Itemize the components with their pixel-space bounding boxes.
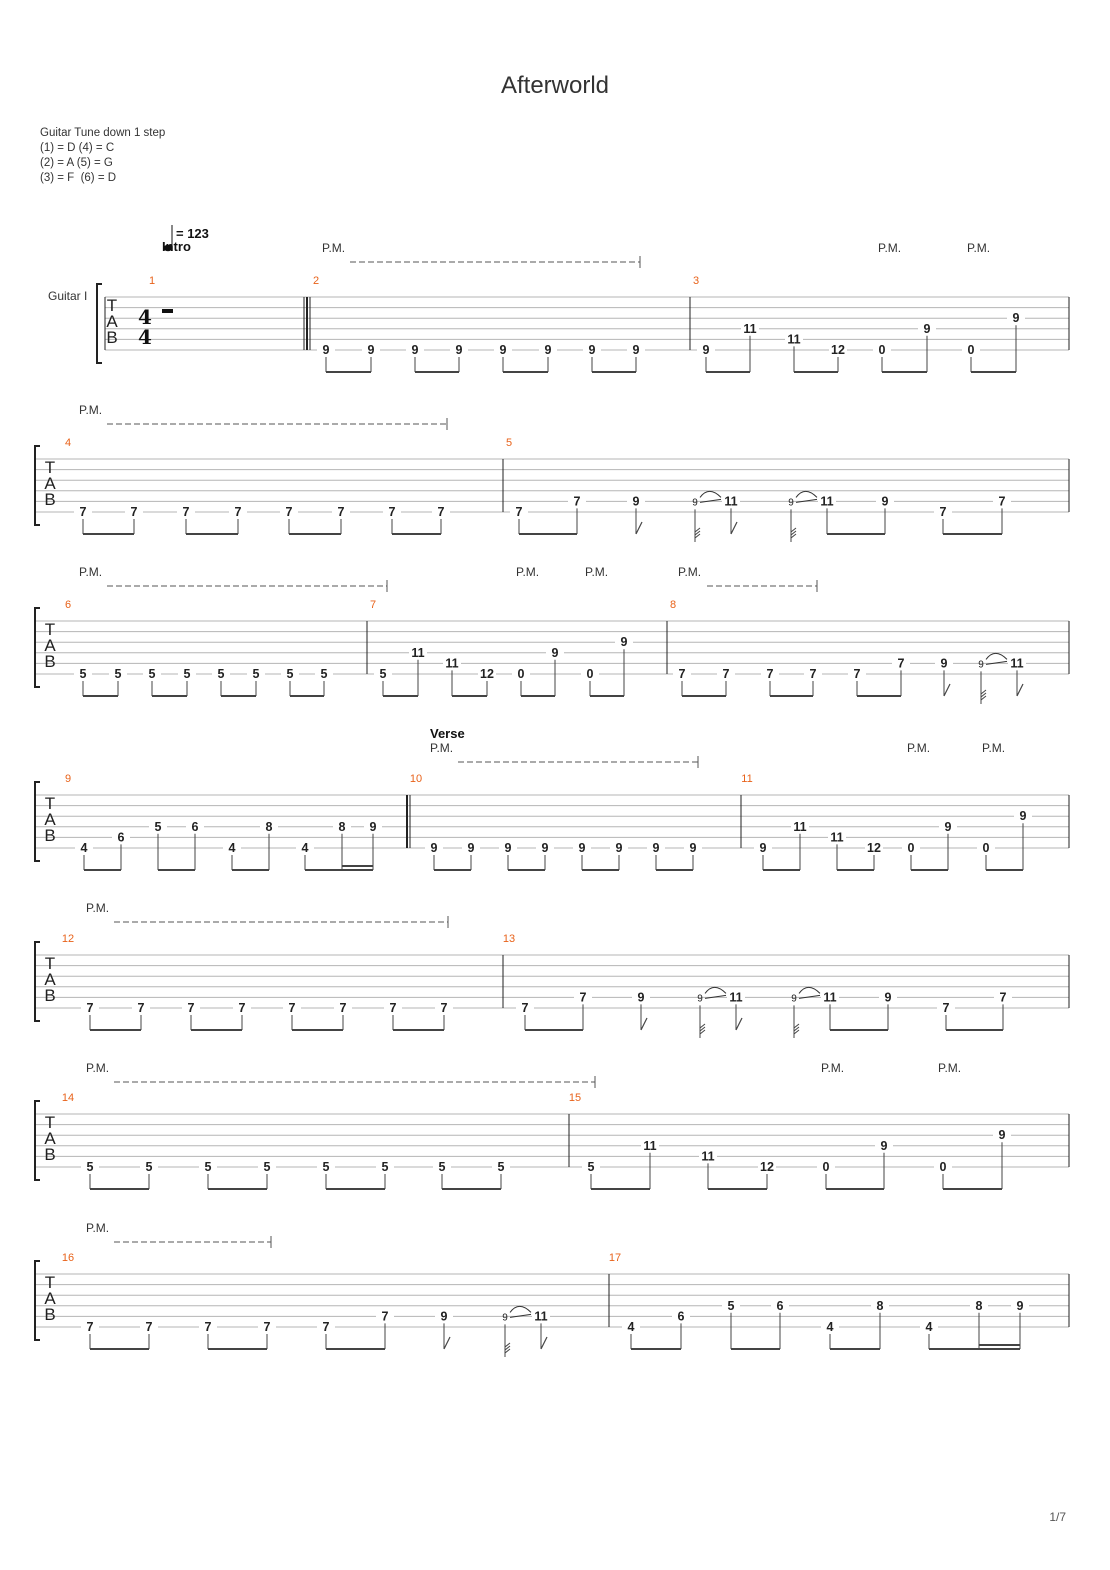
fret-number: 9 <box>1019 809 1027 824</box>
fret-number: 7 <box>337 505 345 519</box>
fret-number: 0 <box>586 667 594 681</box>
fret-number: 5 <box>438 1160 446 1174</box>
fret-number: 5 <box>217 667 225 681</box>
fret-number: 11 <box>743 321 757 336</box>
fret-number: 7 <box>521 1001 529 1015</box>
fret-number: 9 <box>652 841 660 855</box>
fret-number: 5 <box>154 819 162 834</box>
palm-mute-label: P.M. <box>821 1061 845 1075</box>
palm-mute-label: P.M. <box>878 241 902 255</box>
eighth-flag <box>444 1337 450 1349</box>
palm-mute-label: P.M. <box>982 741 1006 755</box>
fret-number: 0 <box>967 343 975 357</box>
fret-number: 7 <box>322 1320 330 1334</box>
palm-mute-label: P.M. <box>430 741 454 755</box>
grace-fret-number: 9 <box>791 993 797 1005</box>
grace-fret-number: 9 <box>502 1312 508 1324</box>
tab-clef-letter: T <box>44 620 56 639</box>
instrument-name: Guitar I <box>48 289 88 303</box>
measure-number: 9 <box>64 773 72 785</box>
tab-clef-letter: B <box>44 1145 56 1164</box>
time-signature-bottom: 4 <box>138 325 152 349</box>
palm-mute-label: P.M. <box>86 1221 110 1235</box>
fret-number: 9 <box>632 494 640 509</box>
fret-number: 5 <box>286 667 294 681</box>
fret-number: 9 <box>322 343 330 357</box>
slur <box>799 987 820 993</box>
fret-number: 9 <box>1016 1298 1024 1313</box>
system-bracket <box>35 1101 40 1180</box>
fret-number: 9 <box>923 321 931 336</box>
fret-number: 9 <box>440 1309 448 1324</box>
fret-number: 4 <box>228 841 236 855</box>
tab-clef-letter: T <box>44 1113 56 1132</box>
fret-number: 9 <box>369 819 377 834</box>
section-label-intro: Intro <box>162 239 191 254</box>
fret-number: 12 <box>480 667 494 681</box>
fret-number: 7 <box>238 1001 246 1015</box>
fret-number: 7 <box>999 990 1007 1005</box>
fret-number: 9 <box>411 343 419 357</box>
fret-number: 9 <box>551 645 559 660</box>
fret-number: 11 <box>534 1309 548 1324</box>
time-signature-top: 4 <box>138 305 152 329</box>
fret-number: 11 <box>729 990 743 1005</box>
fret-number: 7 <box>285 505 293 519</box>
grace-fret-number: 9 <box>788 497 794 509</box>
eighth-flag <box>641 1018 647 1030</box>
fret-number: 5 <box>727 1298 735 1313</box>
tab-clef-letter: A <box>106 312 118 331</box>
palm-mute-label: P.M. <box>938 1061 962 1075</box>
fret-number: 7 <box>389 1001 397 1015</box>
fret-number: 9 <box>541 841 549 855</box>
fret-number: 9 <box>1012 311 1020 326</box>
fret-number: 7 <box>204 1320 212 1334</box>
fret-number: 6 <box>191 819 199 834</box>
tab-clef-letter: B <box>106 328 118 347</box>
fret-number: 5 <box>86 1160 94 1174</box>
fret-number: 9 <box>544 343 552 357</box>
eighth-flag <box>636 522 642 534</box>
slur <box>705 987 726 993</box>
fret-number: 0 <box>822 1160 830 1174</box>
fret-number: 9 <box>944 819 952 834</box>
tab-clef-letter: A <box>44 970 56 989</box>
fret-number: 0 <box>907 841 915 855</box>
palm-mute-label: P.M. <box>516 565 540 579</box>
fret-number: 7 <box>79 505 87 519</box>
measure-number: 7 <box>369 599 377 611</box>
fret-number: 7 <box>339 1001 347 1015</box>
half-rest <box>162 309 173 313</box>
fret-number: 11 <box>701 1149 715 1164</box>
fret-number: 9 <box>702 343 710 357</box>
palm-mute-label: P.M. <box>322 241 346 255</box>
fret-number: 5 <box>381 1160 389 1174</box>
fret-number: 7 <box>187 1001 195 1015</box>
measure-number: 1 <box>148 275 156 287</box>
tab-clef-letter: A <box>44 810 56 829</box>
fret-number: 11 <box>445 656 459 671</box>
fret-number: 9 <box>884 990 892 1005</box>
grace-fret-number: 9 <box>697 993 703 1005</box>
fret-number: 9 <box>637 990 645 1005</box>
fret-number: 7 <box>579 990 587 1005</box>
measure-number: 2 <box>312 275 320 287</box>
eighth-flag <box>1017 684 1023 696</box>
fret-number: 7 <box>234 505 242 519</box>
eighth-flag <box>736 1018 742 1030</box>
fret-number: 9 <box>467 841 475 855</box>
tab-clef-letter: A <box>44 474 56 493</box>
fret-number: 5 <box>587 1160 595 1174</box>
measure-number: 17 <box>608 1252 622 1264</box>
palm-mute-label: P.M. <box>967 241 991 255</box>
fret-number: 7 <box>182 505 190 519</box>
measure-number: 4 <box>64 437 72 449</box>
fret-number: 9 <box>499 343 507 357</box>
fret-number: 9 <box>632 343 640 357</box>
fret-number: 0 <box>517 667 525 681</box>
fret-number: 9 <box>615 841 623 855</box>
fret-number: 4 <box>80 841 88 855</box>
palm-mute-label: P.M. <box>907 741 931 755</box>
tab-clef-letter: T <box>106 296 118 315</box>
eighth-flag <box>731 522 737 534</box>
palm-mute-label: P.M. <box>86 901 110 915</box>
fret-number: 12 <box>760 1160 774 1174</box>
system-bracket <box>35 446 40 525</box>
tuning-line: Guitar Tune down 1 step <box>40 127 166 139</box>
fret-number: 5 <box>497 1160 505 1174</box>
fret-number: 6 <box>117 830 125 845</box>
measure-number: 13 <box>502 933 516 945</box>
fret-number: 7 <box>809 667 817 681</box>
measure-number: 6 <box>64 599 72 611</box>
fret-number: 11 <box>793 819 807 834</box>
system-bracket <box>35 942 40 1021</box>
fret-number: 7 <box>939 505 947 519</box>
fret-number: 7 <box>437 505 445 519</box>
fret-number: 9 <box>367 343 375 357</box>
fret-number: 7 <box>998 494 1006 509</box>
system-bracket <box>35 782 40 861</box>
tab-clef-letter: T <box>44 794 56 813</box>
tab-clef-letter: A <box>44 636 56 655</box>
fret-number: 7 <box>678 667 686 681</box>
fret-number: 7 <box>722 667 730 681</box>
fret-number: 11 <box>724 494 738 509</box>
page-number: 1/7 <box>1049 1510 1066 1524</box>
palm-mute-label: P.M. <box>86 1061 110 1075</box>
fret-number: 6 <box>776 1298 784 1313</box>
palm-mute-label: P.M. <box>678 565 702 579</box>
measure-number: 3 <box>692 275 700 287</box>
fret-number: 7 <box>288 1001 296 1015</box>
slur <box>986 653 1007 659</box>
fret-number: 11 <box>820 494 834 509</box>
measure-number: 10 <box>409 773 423 785</box>
fret-number: 7 <box>440 1001 448 1015</box>
measure-number: 8 <box>669 599 677 611</box>
fret-number: 7 <box>388 505 396 519</box>
palm-mute-label: P.M. <box>585 565 609 579</box>
tuning-line: (2) = A (5) = G <box>40 157 113 169</box>
fret-number: 0 <box>982 841 990 855</box>
eighth-flag <box>541 1337 547 1349</box>
fret-number: 9 <box>940 656 948 671</box>
measure-number: 15 <box>568 1092 582 1104</box>
song-title: Afterworld <box>500 72 610 99</box>
tempo-marking: = 123 <box>176 226 209 241</box>
measure-number: 11 <box>741 773 753 785</box>
fret-number: 0 <box>939 1160 947 1174</box>
measure-number: 12 <box>61 933 75 945</box>
fret-number: 5 <box>148 667 156 681</box>
fret-number: 5 <box>322 1160 330 1174</box>
fret-number: 8 <box>876 1298 884 1313</box>
fret-number: 4 <box>826 1320 834 1334</box>
fret-number: 5 <box>183 667 191 681</box>
tab-clef-letter: B <box>44 1305 56 1324</box>
grace-fret-number: 9 <box>978 659 984 671</box>
tab-clef-letter: B <box>44 986 56 1005</box>
fret-number: 5 <box>114 667 122 681</box>
fret-number: 11 <box>643 1138 657 1153</box>
tuning-line: (1) = D (4) = C <box>40 142 115 154</box>
fret-number: 11 <box>787 332 801 347</box>
fret-number: 9 <box>455 343 463 357</box>
tab-clef-letter: T <box>44 1273 56 1292</box>
grace-fret-number: 9 <box>692 497 698 509</box>
system-bracket <box>97 284 102 363</box>
fret-number: 8 <box>975 1298 983 1313</box>
fret-number: 11 <box>1010 656 1024 671</box>
section-label-verse: Verse <box>430 726 465 741</box>
fret-number: 9 <box>759 841 767 855</box>
fret-number: 7 <box>853 667 861 681</box>
slur <box>510 1306 531 1312</box>
tab-clef-letter: T <box>44 954 56 973</box>
fret-number: 12 <box>867 841 881 855</box>
fret-number: 4 <box>301 841 309 855</box>
fret-number: 0 <box>878 343 886 357</box>
tuning-line: (3) = F (6) = D <box>40 172 117 184</box>
tab-clef-letter: T <box>44 458 56 477</box>
fret-number: 9 <box>689 841 697 855</box>
slur <box>700 491 721 497</box>
fret-number: 7 <box>145 1320 153 1334</box>
tab-clef-letter: A <box>44 1129 56 1148</box>
fret-number: 8 <box>338 819 346 834</box>
fret-number: 7 <box>381 1309 389 1324</box>
fret-number: 9 <box>588 343 596 357</box>
fret-number: 5 <box>320 667 328 681</box>
system-bracket <box>35 608 40 687</box>
fret-number: 7 <box>942 1001 950 1015</box>
fret-number: 7 <box>86 1320 94 1334</box>
fret-number: 11 <box>830 830 844 845</box>
fret-number: 6 <box>677 1309 685 1324</box>
fret-number: 5 <box>145 1160 153 1174</box>
fret-number: 9 <box>430 841 438 855</box>
fret-number: 5 <box>263 1160 271 1174</box>
palm-mute-label: P.M. <box>79 403 103 417</box>
fret-number: 4 <box>925 1320 933 1334</box>
fret-number: 5 <box>379 667 387 681</box>
palm-mute-label: P.M. <box>79 565 103 579</box>
fret-number: 9 <box>881 494 889 509</box>
fret-number: 9 <box>578 841 586 855</box>
fret-number: 9 <box>620 635 628 650</box>
fret-number: 7 <box>137 1001 145 1015</box>
fret-number: 7 <box>86 1001 94 1015</box>
fret-number: 5 <box>252 667 260 681</box>
measure-number: 16 <box>61 1252 75 1264</box>
fret-number: 11 <box>823 990 837 1005</box>
fret-number: 7 <box>130 505 138 519</box>
fret-number: 4 <box>627 1320 635 1334</box>
slur <box>796 491 817 497</box>
fret-number: 5 <box>79 667 87 681</box>
fret-number: 7 <box>515 505 523 519</box>
eighth-flag <box>944 684 950 696</box>
measure-number: 5 <box>505 437 513 449</box>
fret-number: 7 <box>573 494 581 509</box>
fret-number: 9 <box>880 1138 888 1153</box>
fret-number: 7 <box>766 667 774 681</box>
fret-number: 11 <box>411 645 425 660</box>
tab-clef-letter: B <box>44 490 56 509</box>
fret-number: 5 <box>204 1160 212 1174</box>
fret-number: 7 <box>263 1320 271 1334</box>
fret-number: 9 <box>504 841 512 855</box>
fret-number: 8 <box>265 819 273 834</box>
fret-number: 7 <box>897 656 905 671</box>
fret-number: 9 <box>998 1128 1006 1143</box>
fret-number: 12 <box>831 343 845 357</box>
tab-clef-letter: B <box>44 652 56 671</box>
system-bracket <box>35 1261 40 1340</box>
tab-clef-letter: B <box>44 826 56 845</box>
tab-clef-letter: A <box>44 1289 56 1308</box>
measure-number: 14 <box>61 1092 75 1104</box>
